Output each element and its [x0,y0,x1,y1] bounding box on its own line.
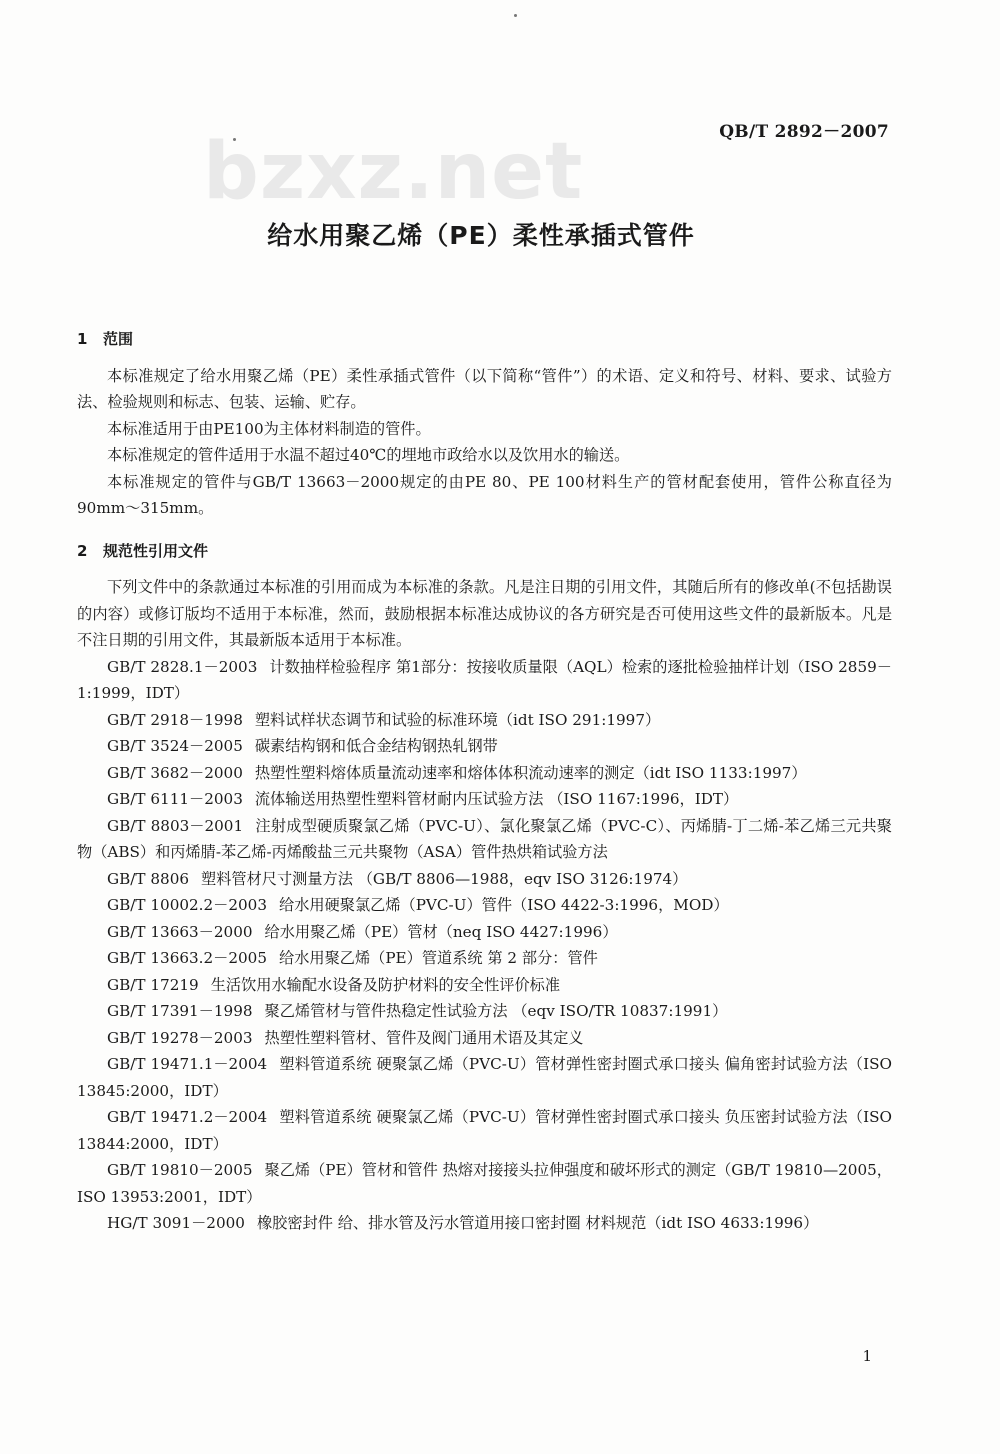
reference-text: 塑料试样状态调节和试验的标准环境（idt ISO 291:1997） [254,710,661,729]
reference-code: GB/T 19278－2003 [107,1028,253,1047]
standard-code: QB/T 2892－2007 [719,122,889,142]
reference-text: 生活饮用水输配水设备及防护材料的安全性评价标准 [210,975,560,994]
paragraph: 本标准规定了给水用聚乙烯（PE）柔性承插式管件（以下简称“管件”）的术语、定义和符号、材料、要求、试验方法、检验规则和标志、包装、运输、贮存。 [77,366,892,411]
paragraph: 本标准规定的管件与GB/T 13663－2000规定的由PE 80、PE 100材料生产的管材配套使用，管件公称直径为90mm～315mm。 [77,472,892,517]
reference-item [77,919,892,946]
reference-code: GB/T 2918－1998 [107,710,243,729]
reference-code: GB/T 6111－2003 [107,790,243,808]
reference-item [77,1104,892,1157]
reference-item [77,892,892,919]
reference-text: 橡胶密封件 给、排水管及污水管道用接口密封圈 材料规范（idt ISO 4633:1996） [256,1214,819,1232]
section-number: 2 [77,541,88,560]
reference-text: 计数抽样检验程序 第1部分：按接收质量限（AQL）检索的逐批检验抽样计划（ISO 2859－1:1999，IDT） [77,657,892,702]
reference-code: GB/T 8806 [107,869,190,888]
reference-item [77,972,892,999]
reference-code: GB/T 13663.2－2005 [107,949,268,967]
reference-text: 塑料管材尺寸测量方法 （GB/T 8806—1988，eqv ISO 3126:1974） [201,869,688,888]
reference-text: 塑料管道系统 硬聚氯乙烯（PVC-U）管材弹性密封圈式承口接头 负压密封试验方法（ISO 13844:2000，IDT） [77,1108,892,1153]
reference-text: 给水用硬聚氯乙烯（PVC-U）管件（ISO 4422-3:1996，MOD） [279,896,729,914]
reference-item [77,813,892,866]
reference-list [77,654,892,1237]
reference-code: GB/T 3524－2005 [107,737,243,755]
paragraph: 本标准适用于由PE100为主体材料制造的管件。 [107,419,431,438]
reference-code: GB/T 8803－2001 [107,816,244,835]
reference-item [77,654,892,707]
reference-item [77,1051,892,1104]
reference-code: GB/T 19471.2－2004 [107,1108,268,1126]
reference-code: GB/T 19810－2005 [107,1161,253,1179]
reference-code: GB/T 13663－2000 [107,922,253,941]
paragraph: 下列文件中的条款通过本标准的引用而成为本标准的条款。凡是注日期的引用文件，其随后所有的修改单(不包括勘误的内容）或修订版均不适用于本标准，然而，鼓励根据本标准达成协议的各方研究是否可使用这些文件的最新版本。凡是不注日期的引用文件，其最新版本适用于本标准。 [77,578,892,649]
page-number: 1 [862,1347,872,1365]
reference-item [77,1025,892,1052]
watermark: bzxz.net [203,127,584,217]
reference-item [77,998,892,1025]
reference-text: 聚乙烯管材与管件热稳定性试验方法 （eqv ISO/TR 10837:1991） [264,1002,728,1020]
section-heading-normative-references [77,538,892,565]
reference-code: GB/T 3682－2000 [107,763,243,782]
section-heading-scope [77,326,892,353]
reference-item [77,1210,892,1237]
reference-item [77,866,892,893]
reference-text: 热塑性塑料管材、管件及阀门通用术语及其定义 [264,1028,584,1047]
reference-text: 给水用聚乙烯（PE）管道系统 第 2 部分：管件 [279,949,598,967]
reference-text: 热塑性塑料熔体质量流动速率和熔体体积流动速率的测定（idt ISO 1133:1997） [254,763,807,782]
scan-speck [514,14,517,17]
document-title: 给水用聚乙烯（PE）柔性承插式管件 [267,221,695,250]
reference-text: 塑料管道系统 硬聚氯乙烯（PVC-U）管材弹性密封圈式承口接头 偏角密封试验方法（ISO 13845:2000，IDT） [77,1055,892,1100]
reference-code: GB/T 17219 [107,975,199,994]
reference-item [77,945,892,972]
reference-text: 给水用聚乙烯（PE）管材（neq ISO 4427:1996） [264,922,618,941]
reference-code: GB/T 2828.1－2003 [107,657,258,676]
paragraph: 本标准规定的管件适用于水温不超过40℃的埋地市政给水以及饮用水的输送。 [107,446,630,464]
reference-text: 聚乙烯（PE）管材和管件 热熔对接接头拉伸强度和破坏形式的测定（GB/T 19810—2005，ISO 13953:2001，IDT） [77,1161,892,1206]
section-title: 范围 [103,330,134,348]
reference-item [77,733,892,760]
reference-item [77,786,892,813]
reference-text: 碳素结构钢和低合金结构钢热轧钢带 [254,737,498,755]
reference-code: HG/T 3091－2000 [107,1214,245,1232]
reference-item [77,707,892,734]
reference-code: GB/T 10002.2－2003 [107,896,268,914]
reference-text: 注射成型硬质聚氯乙烯（PVC-U）、氯化聚氯乙烯（PVC-C）、丙烯腈-丁二烯-苯乙烯三元共聚物（ABS）和丙烯腈-苯乙烯-丙烯酸盐三元共聚物（ASA）管件热烘箱试验方法 [77,816,892,861]
reference-text: 流体输送用热塑性塑料管材耐内压试验方法 （ISO 1167:1996，IDT） [254,790,739,808]
reference-code: GB/T 19471.1－2004 [107,1055,268,1073]
document-body [77,326,892,1237]
reference-code: GB/T 17391－1998 [107,1002,253,1020]
reference-item [77,1157,892,1210]
section-number: 1 [77,330,88,348]
reference-item [77,760,892,787]
section-title: 规范性引用文件 [103,541,209,560]
